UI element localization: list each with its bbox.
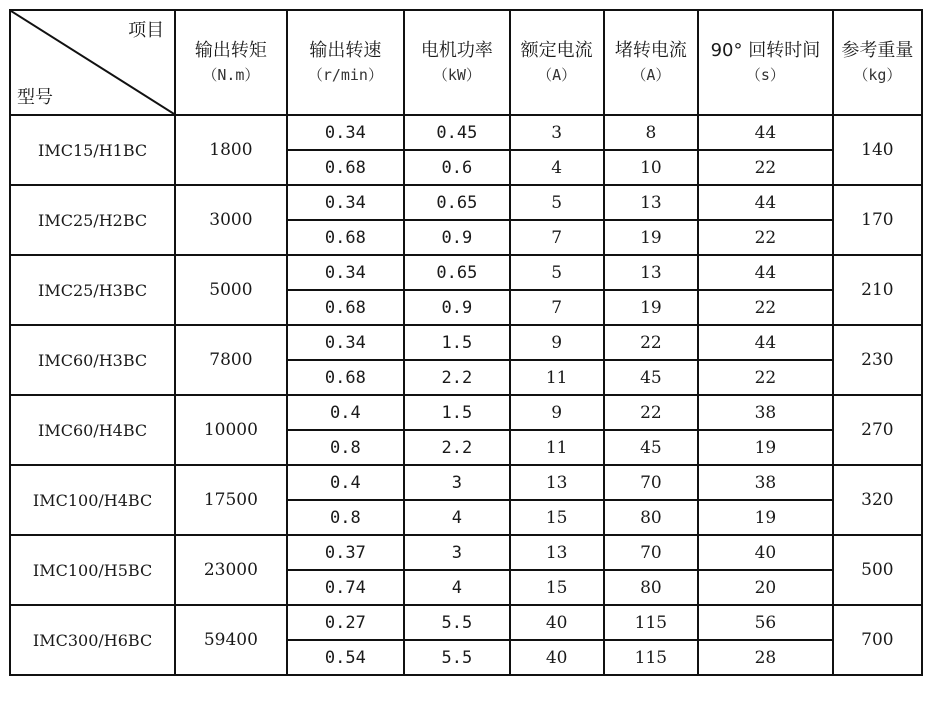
- table-body: [10, 115, 922, 675]
- torque-cell: 5000: [175, 255, 286, 325]
- weight-cell: 230: [833, 325, 922, 395]
- header-unit: （s）: [745, 65, 785, 84]
- stall-current-cell: 19: [604, 290, 698, 325]
- header-stall-current: [604, 10, 698, 115]
- torque-cell: 1800: [175, 115, 286, 185]
- rated-current-cell: 7: [510, 290, 604, 325]
- rotation-time-cell: 20: [698, 570, 833, 605]
- torque-cell: 10000: [175, 395, 286, 465]
- speed-cell: 0.34: [287, 185, 405, 220]
- torque-cell: 59400: [175, 605, 286, 675]
- table-row: [10, 115, 922, 150]
- model-cell: IMC100/H4BC: [10, 465, 175, 535]
- rated-current-cell: 9: [510, 395, 604, 430]
- rotation-time-cell: 44: [698, 115, 833, 150]
- rotation-time-cell: 22: [698, 290, 833, 325]
- rated-current-cell: 5: [510, 255, 604, 290]
- table-header: [10, 10, 922, 115]
- rotation-time-cell: 44: [698, 325, 833, 360]
- header-rated-current: [510, 10, 604, 115]
- rated-current-cell: 4: [510, 150, 604, 185]
- rated-current-cell: 40: [510, 605, 604, 640]
- power-cell: 0.65: [404, 255, 509, 290]
- weight-cell: 140: [833, 115, 922, 185]
- weight-cell: 170: [833, 185, 922, 255]
- header-unit: （A）: [631, 65, 671, 84]
- rotation-time-cell: 44: [698, 255, 833, 290]
- speed-cell: 0.4: [287, 465, 405, 500]
- header-label: 额定电流: [520, 39, 593, 61]
- table-row: [10, 535, 922, 570]
- rotation-time-cell: 22: [698, 150, 833, 185]
- header-speed: [287, 10, 405, 115]
- stall-current-cell: 115: [604, 605, 698, 640]
- weight-cell: 700: [833, 605, 922, 675]
- power-cell: 0.9: [404, 290, 509, 325]
- rated-current-cell: 11: [510, 360, 604, 395]
- stall-current-cell: 10: [604, 150, 698, 185]
- speed-cell: 0.68: [287, 220, 405, 255]
- stall-current-cell: 13: [604, 185, 698, 220]
- rotation-time-cell: 44: [698, 185, 833, 220]
- corner-label-item: 项目: [128, 20, 165, 41]
- power-cell: 0.9: [404, 220, 509, 255]
- rated-current-cell: 15: [510, 570, 604, 605]
- speed-cell: 0.34: [287, 325, 405, 360]
- model-cell: IMC25/H3BC: [10, 255, 175, 325]
- rotation-time-cell: 22: [698, 220, 833, 255]
- model-cell: IMC60/H4BC: [10, 395, 175, 465]
- header-label: 90° 回转时间: [710, 39, 821, 61]
- speed-cell: 0.4: [287, 395, 405, 430]
- speed-cell: 0.34: [287, 115, 405, 150]
- stall-current-cell: 115: [604, 640, 698, 675]
- stall-current-cell: 70: [604, 465, 698, 500]
- table-row: [10, 465, 922, 500]
- header-label: 堵转电流: [614, 39, 687, 61]
- stall-current-cell: 80: [604, 570, 698, 605]
- table-row: [10, 605, 922, 640]
- rated-current-cell: 3: [510, 115, 604, 150]
- rotation-time-cell: 40: [698, 535, 833, 570]
- power-cell: 0.45: [404, 115, 509, 150]
- header-power: [404, 10, 509, 115]
- power-cell: 1.5: [404, 325, 509, 360]
- stall-current-cell: 8: [604, 115, 698, 150]
- rotation-time-cell: 19: [698, 500, 833, 535]
- header-rotation-time: [698, 10, 833, 115]
- stall-current-cell: 70: [604, 535, 698, 570]
- rated-current-cell: 11: [510, 430, 604, 465]
- torque-cell: 3000: [175, 185, 286, 255]
- stall-current-cell: 22: [604, 325, 698, 360]
- power-cell: 4: [404, 500, 509, 535]
- speed-cell: 0.8: [287, 500, 405, 535]
- rated-current-cell: 15: [510, 500, 604, 535]
- rated-current-cell: 7: [510, 220, 604, 255]
- speed-cell: 0.27: [287, 605, 405, 640]
- rated-current-cell: 13: [510, 465, 604, 500]
- rotation-time-cell: 56: [698, 605, 833, 640]
- model-cell: IMC60/H3BC: [10, 325, 175, 395]
- power-cell: 2.2: [404, 430, 509, 465]
- power-cell: 1.5: [404, 395, 509, 430]
- header-unit: （A）: [537, 65, 577, 84]
- torque-cell: 7800: [175, 325, 286, 395]
- header-unit: （kW）: [432, 65, 481, 84]
- rated-current-cell: 9: [510, 325, 604, 360]
- table-row: [10, 185, 922, 220]
- power-cell: 0.6: [404, 150, 509, 185]
- corner-label-model: 型号: [17, 87, 53, 108]
- rated-current-cell: 5: [510, 185, 604, 220]
- power-cell: 5.5: [404, 640, 509, 675]
- header-unit: （kg）: [853, 65, 902, 84]
- speed-cell: 0.68: [287, 290, 405, 325]
- header-weight: [833, 10, 922, 115]
- header-label: 电机功率: [420, 39, 493, 61]
- header-label: 输出转速: [309, 39, 382, 61]
- power-cell: 3: [404, 535, 509, 570]
- model-cell: IMC300/H6BC: [10, 605, 175, 675]
- table-row: [10, 325, 922, 360]
- torque-cell: 23000: [175, 535, 286, 605]
- rated-current-cell: 40: [510, 640, 604, 675]
- stall-current-cell: 45: [604, 360, 698, 395]
- speed-cell: 0.68: [287, 150, 405, 185]
- torque-cell: 17500: [175, 465, 286, 535]
- stall-current-cell: 45: [604, 430, 698, 465]
- rotation-time-cell: 28: [698, 640, 833, 675]
- header-unit: （r/min）: [307, 65, 383, 84]
- header-torque: [175, 10, 286, 115]
- stall-current-cell: 80: [604, 500, 698, 535]
- header-label: 输出转矩: [194, 39, 267, 61]
- power-cell: 2.2: [404, 360, 509, 395]
- rotation-time-cell: 22: [698, 360, 833, 395]
- speed-cell: 0.37: [287, 535, 405, 570]
- rotation-time-cell: 38: [698, 465, 833, 500]
- weight-cell: 270: [833, 395, 922, 465]
- power-cell: 5.5: [404, 605, 509, 640]
- speed-cell: 0.68: [287, 360, 405, 395]
- stall-current-cell: 13: [604, 255, 698, 290]
- model-cell: IMC25/H2BC: [10, 185, 175, 255]
- power-cell: 3: [404, 465, 509, 500]
- stall-current-cell: 22: [604, 395, 698, 430]
- speed-cell: 0.34: [287, 255, 405, 290]
- table-row: [10, 255, 922, 290]
- header-label: 参考重量: [841, 39, 914, 61]
- power-cell: 0.65: [404, 185, 509, 220]
- speed-cell: 0.54: [287, 640, 405, 675]
- table-row: [10, 395, 922, 430]
- model-cell: IMC15/H1BC: [10, 115, 175, 185]
- stall-current-cell: 19: [604, 220, 698, 255]
- header-row: [10, 10, 922, 115]
- weight-cell: 320: [833, 465, 922, 535]
- spec-table: [9, 9, 923, 676]
- rotation-time-cell: 38: [698, 395, 833, 430]
- rated-current-cell: 13: [510, 535, 604, 570]
- speed-cell: 0.74: [287, 570, 405, 605]
- weight-cell: 210: [833, 255, 922, 325]
- rotation-time-cell: 19: [698, 430, 833, 465]
- header-unit: （N.m）: [202, 65, 260, 84]
- corner-cell: [10, 10, 175, 115]
- power-cell: 4: [404, 570, 509, 605]
- speed-cell: 0.8: [287, 430, 405, 465]
- model-cell: IMC100/H5BC: [10, 535, 175, 605]
- weight-cell: 500: [833, 535, 922, 605]
